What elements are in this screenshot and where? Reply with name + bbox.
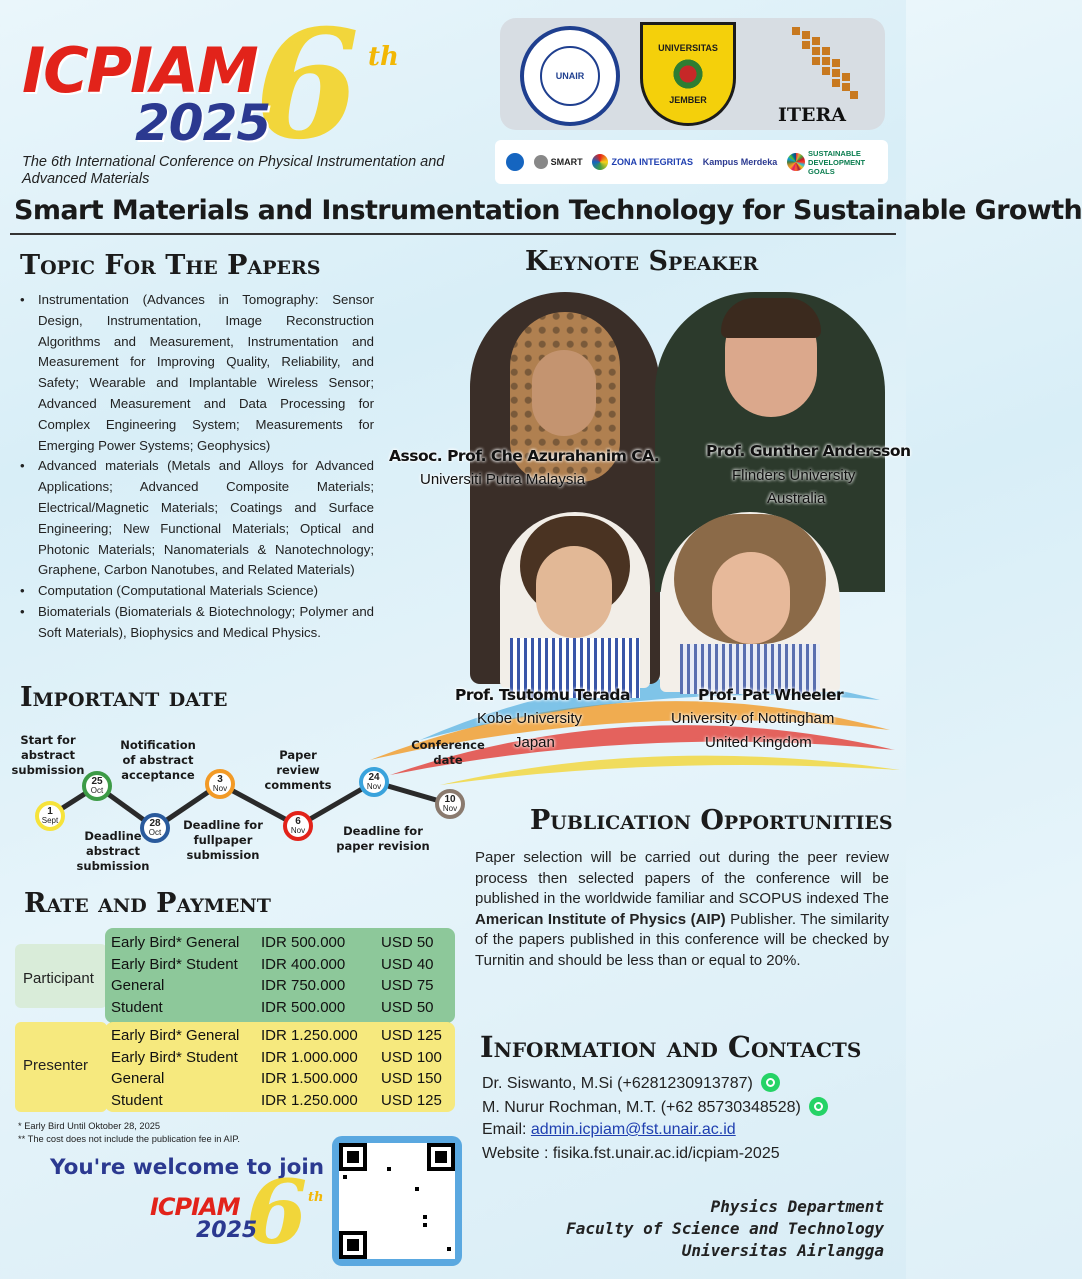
rate-type: General: [111, 977, 165, 994]
speaker-name: Prof. Pat Wheeler: [698, 686, 844, 704]
timeline-label: Conference date: [411, 738, 485, 767]
rate-type: Early Bird* General: [111, 934, 240, 951]
rate-row: [111, 1027, 451, 1049]
publication-text-part: Paper selection will be carried out during the peer review process then selected papers of the conference will be published in the worldwide familiar and SCOPUS indexed The: [475, 849, 889, 908]
date-marker: [35, 801, 65, 831]
speaker-country: United Kingdom: [705, 734, 812, 751]
rate-row: [111, 1049, 451, 1071]
unair-seal-text: UNAIR: [555, 71, 585, 81]
rate-idr: IDR 1.000.000: [261, 1048, 358, 1066]
divider: [10, 233, 896, 235]
speaker-affiliation: Kobe University: [477, 710, 583, 727]
contact-1: [482, 1073, 780, 1093]
rate-row: [111, 1070, 451, 1092]
qr-code-icon: [339, 1143, 455, 1259]
rate-type: Student: [111, 998, 163, 1016]
topic-item: • Advanced materials (Metals and Alloys for Advanced Applications; Advanced Composite Materials; Electrical/Magnetic Materials; Coatings and Surface Engineering; New Functional Materials; Optical and Photonic Materials; Nanomaterials & Nanotechnology; Graphene, Carbon Nanotubes, and Related Materials): [18, 456, 374, 581]
speaker-photo-tsutomu: [500, 512, 650, 688]
rate-usd: USD 50: [381, 998, 434, 1016]
topics-list: [18, 290, 374, 644]
footer-faculty: Faculty of Science and Technology: [566, 1219, 884, 1238]
sponsor-sdg: SUSTAINABLE DEVELOPMENT GOALS: [787, 149, 877, 176]
speaker-affiliation: University of Nottingham: [671, 710, 835, 727]
logo-icpiam: ICPIAM: [22, 34, 257, 107]
whatsapp-icon[interactable]: [809, 1097, 828, 1116]
publication-text-part: Publisher. The similarity of the papers published in this conference will be checked by Turnitin and should be less than or equal to 20%.: [475, 910, 889, 969]
footer-university: Universitas Airlangga: [681, 1241, 884, 1260]
speaker-affiliation: Universiti Putra Malaysia: [420, 471, 586, 488]
rate-type: Early Bird* General: [111, 1027, 240, 1044]
rate-idr: IDR 400.000: [261, 955, 346, 973]
conference-full-name: The 6th International Conference on Physical Instrumentation and Advanced Materials: [22, 154, 445, 187]
qr-code-frame[interactable]: [332, 1136, 462, 1266]
footer-department: Physics Department: [710, 1197, 884, 1216]
rate-idr: IDR 500.000: [261, 998, 346, 1016]
date-day: 3: [217, 774, 223, 785]
date-day: 10: [444, 794, 456, 805]
speaker-country: Australia: [767, 490, 826, 507]
whatsapp-icon[interactable]: [761, 1073, 780, 1092]
date-day: 6: [295, 816, 301, 827]
timeline-label: Deadline abstract submission: [76, 829, 150, 873]
rate-type: Early Bird* Student: [111, 1048, 238, 1066]
rate-usd: USD 40: [381, 955, 434, 973]
unair-seal-icon: [520, 26, 620, 126]
flower-icon: [671, 57, 705, 91]
rate-idr: IDR 750.000: [261, 977, 346, 994]
jember-seal-icon: [640, 22, 736, 126]
keynote-title: Keynote Speaker: [525, 246, 759, 277]
rate-type: General: [111, 1070, 165, 1087]
topic-item: • Biomaterials (Biomaterials & Biotechnology; Polymer and Soft Materials), Biophysics and Medical Physics.: [18, 602, 374, 644]
date-marker: [82, 771, 112, 801]
face: [712, 552, 790, 644]
logo-year: 2025: [135, 94, 271, 152]
rate-idr: IDR 1.250.000: [261, 1027, 358, 1044]
date-marker: [205, 769, 235, 799]
logo-six-numeral: 6: [255, 0, 360, 173]
tutwuri-icon: [506, 153, 524, 171]
rate-idr: IDR 1.250.000: [261, 1091, 358, 1109]
rate-idr: IDR 500.000: [261, 934, 346, 951]
rate-usd: USD 125: [381, 1091, 442, 1109]
rate-usd: USD 75: [381, 977, 434, 994]
timeline-label: Deadline for fullpaper submission: [183, 818, 263, 862]
publication-text: [475, 848, 889, 972]
rate-type: Student: [111, 1091, 163, 1109]
smart-icon: [534, 155, 548, 169]
date-month: Nov: [290, 826, 306, 835]
timeline-label: Paper review comments: [264, 748, 332, 792]
face: [532, 350, 596, 436]
itera-mark-icon: [790, 25, 860, 101]
small-logo-six: 6: [246, 1160, 308, 1264]
rate-row: [111, 977, 451, 999]
face: [536, 546, 612, 638]
date-marker: [283, 811, 313, 841]
speaker-photo-pat: [660, 512, 840, 692]
rate-table: [15, 928, 455, 1113]
rate-category: Participant: [23, 970, 94, 987]
jember-seal-bottom: JEMBER: [669, 95, 707, 105]
email-link[interactable]: admin.icpiam@fst.unair.ac.id: [530, 1121, 736, 1138]
rate-row: [111, 1092, 451, 1114]
rate-note: * Early Bird Until Oktober 28, 2025: [18, 1121, 161, 1131]
topics-title: Topic For The Papers: [20, 250, 321, 281]
jember-seal-top: UNIVERSITAS: [658, 43, 718, 53]
date-month: Nov: [366, 782, 382, 791]
date-month: Sept: [41, 816, 59, 825]
date-month: Oct: [148, 828, 162, 837]
logo-suffix: th: [368, 42, 399, 72]
date-marker: [359, 767, 389, 797]
timeline-label: Start for abstract submission: [11, 733, 85, 777]
contact-2: [482, 1097, 828, 1117]
speaker-country: Japan: [514, 734, 555, 751]
contact-email: [482, 1121, 736, 1139]
contact-text: M. Nurur Rochman, M.T. (+62 85730348528): [482, 1099, 801, 1116]
sdg-wheel-icon: [787, 153, 805, 171]
email-label: Email:: [482, 1121, 531, 1138]
rate-usd: USD 150: [381, 1070, 442, 1087]
speaker-name: Prof. Gunther Andersson: [706, 442, 911, 460]
date-month: Nov: [212, 784, 228, 793]
rate-payment-title: Rate and Payment: [24, 888, 271, 919]
rate-type: Early Bird* Student: [111, 955, 238, 973]
date-month: Nov: [442, 804, 458, 813]
zona-icon: [592, 154, 608, 170]
timeline-label: Notification of abstract acceptance: [120, 738, 196, 782]
small-logo-year: 2025: [196, 1218, 258, 1243]
sponsor-bar: [495, 140, 888, 184]
topic-item: • Instrumentation (Advances in Tomography: Sensor Design, Instrumentation, Image Reconstruction Algorithms and Measurement, Instrumentation and Measurement for Improving Quality, Reliability, and Safety; Wearable and Implantable Wireless Sensor; Advanced Measurement and Data Processing for Complex Engineering System; Measurements for Emerging Power Systems; Geophysics): [18, 290, 374, 456]
timeline-label: Deadline for paper revision: [336, 824, 430, 853]
rate-note: ** The cost does not include the publication fee in AIP.: [18, 1134, 240, 1144]
info-title: Information and Contacts: [480, 1030, 862, 1064]
date-month: Oct: [90, 786, 104, 795]
rate-category: Presenter: [23, 1057, 89, 1074]
rate-row: [111, 999, 451, 1021]
rate-usd: USD 50: [381, 934, 434, 951]
welcome-text: You're welcome to join: [50, 1155, 325, 1180]
speaker-name: Prof. Tsutomu Terada: [455, 686, 630, 704]
sponsor-kampus-merdeka: Kampus Merdeka: [702, 157, 778, 167]
date-day: 24: [368, 772, 380, 783]
sponsor-zona-integritas: ZONA INTEGRITAS: [592, 154, 693, 170]
small-logo-icpiam: ICPIAM: [150, 1193, 240, 1221]
rate-notes: [18, 1120, 240, 1146]
rate-usd: USD 100: [381, 1048, 442, 1066]
topic-item: • Computation (Computational Materials Science): [18, 581, 374, 602]
sponsor-smart: SMART: [534, 155, 583, 169]
important-date-title: Important date: [20, 682, 228, 713]
publication-publisher: American Institute of Physics (AIP): [475, 910, 726, 928]
conference-tagline: Smart Materials and Instrumentation Technology for Sustainable Growth: [14, 195, 1082, 226]
speaker-affiliation: Flinders University: [732, 467, 856, 484]
contact-website[interactable]: Website : fisika.fst.unair.ac.id/icpiam-2025: [482, 1145, 780, 1162]
date-day: 25: [91, 776, 103, 787]
rate-row: [111, 956, 451, 978]
rate-usd: USD 125: [381, 1027, 442, 1044]
date-day: 1: [47, 806, 53, 817]
date-marker: [435, 789, 465, 819]
hair: [721, 298, 821, 338]
publication-title: Publication Opportunities: [530, 805, 893, 836]
speaker-name: Assoc. Prof. Che Azurahanim CA.: [389, 447, 660, 465]
small-logo-suffix: th: [308, 1190, 324, 1205]
rate-idr: IDR 1.500.000: [261, 1070, 358, 1087]
rate-row: [111, 934, 451, 956]
contact-text: Dr. Siswanto, M.Si (+6281230913787): [482, 1075, 753, 1092]
date-day: 28: [149, 818, 161, 829]
timeline: [10, 730, 485, 880]
itera-label: ITERA: [778, 104, 847, 126]
